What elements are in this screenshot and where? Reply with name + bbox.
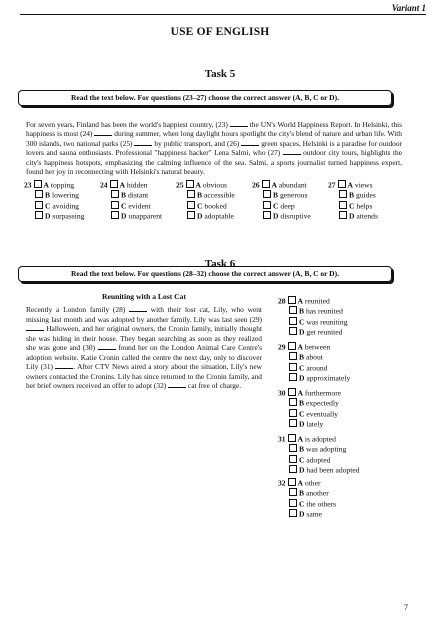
answer-checkbox[interactable] [339, 201, 347, 209]
blank-31[interactable] [55, 362, 73, 369]
option-27-c[interactable] [328, 201, 378, 211]
option-letter: B [197, 190, 203, 200]
option-30-a[interactable] [278, 388, 341, 398]
task6-title: Task 6 [204, 258, 236, 270]
option-29-c[interactable] [278, 363, 350, 373]
answer-checkbox[interactable] [288, 296, 296, 304]
answer-checkbox[interactable] [289, 419, 297, 427]
option-letter: C [299, 409, 305, 419]
page-number: 7 [404, 603, 408, 612]
blank-25[interactable] [134, 139, 152, 146]
option-24-d[interactable] [100, 211, 162, 221]
variant-label: Variant 1 [391, 3, 426, 13]
option-letter: D [299, 419, 305, 429]
option-letter: C [299, 455, 305, 465]
option-letter: D [299, 373, 305, 383]
task5-title: Task 5 [204, 68, 236, 80]
question-number: 32 [278, 478, 286, 488]
option-30-b[interactable] [278, 398, 341, 408]
option-letter: D [197, 211, 203, 221]
question-number: 25 [176, 180, 184, 190]
option-text: the others [306, 499, 337, 509]
blank-24[interactable] [94, 129, 112, 136]
option-letter: A [43, 180, 49, 190]
option-text: generous [279, 190, 308, 200]
option-text: was reuniting [306, 317, 348, 327]
question-29 [278, 342, 350, 383]
answer-checkbox[interactable] [288, 478, 296, 486]
answer-checkbox[interactable] [289, 327, 297, 335]
blank-30[interactable] [98, 343, 116, 350]
option-letter: B [273, 190, 279, 200]
option-letter: D [299, 465, 305, 475]
question-26 [252, 180, 311, 221]
option-27-a[interactable] [328, 180, 378, 190]
option-letter: A [347, 180, 353, 190]
option-letter: C [299, 499, 305, 509]
option-text: deep [280, 201, 295, 211]
option-letter: B [299, 488, 305, 498]
section-title: USE OF ENGLISH [170, 26, 270, 38]
option-32-b[interactable] [278, 488, 336, 498]
answer-checkbox[interactable] [35, 190, 43, 198]
option-text: avoiding [52, 201, 79, 211]
answer-checkbox[interactable] [187, 211, 195, 219]
answer-checkbox[interactable] [289, 317, 297, 325]
option-text: had been adopted [306, 465, 360, 475]
question-number: 27 [328, 180, 336, 190]
question-31 [278, 434, 360, 475]
question-number: 31 [278, 434, 286, 444]
option-25-b[interactable] [176, 190, 235, 200]
option-26-c[interactable] [252, 201, 311, 211]
option-letter: D [299, 509, 305, 519]
blank-26[interactable] [241, 139, 259, 146]
option-25-a[interactable] [176, 180, 235, 190]
option-31-c[interactable] [278, 455, 360, 465]
story-title: Reuniting with a Lost Cat [102, 292, 186, 301]
option-30-c[interactable] [278, 409, 341, 419]
answer-checkbox[interactable] [111, 211, 119, 219]
answer-checkbox[interactable] [288, 388, 296, 396]
option-text: guides [355, 190, 376, 200]
blank-27[interactable] [283, 148, 301, 155]
option-text: get reunited [306, 327, 343, 337]
blank-23[interactable] [230, 120, 248, 127]
option-letter: D [349, 211, 355, 221]
option-23-c[interactable] [24, 201, 84, 211]
answer-checkbox[interactable] [289, 373, 297, 381]
option-text: between [304, 342, 331, 352]
question-number: 28 [278, 296, 286, 306]
option-28-c[interactable] [278, 317, 348, 327]
option-text: lately [306, 419, 324, 429]
question-number: 23 [24, 180, 32, 190]
option-letter: B [349, 190, 355, 200]
option-text: is adopted [304, 434, 336, 444]
option-text: accessible [203, 190, 235, 200]
answer-checkbox[interactable] [289, 455, 297, 463]
option-31-b[interactable] [278, 444, 360, 454]
task5-instruction: Read the text below. For questions (23–27) choose the correct answer (A, B, C or D). [18, 90, 392, 106]
option-27-b[interactable] [328, 190, 378, 200]
option-letter: C [121, 201, 127, 211]
option-letter: B [299, 306, 305, 316]
option-letter: D [299, 327, 305, 337]
option-text: topping [50, 180, 75, 190]
option-letter: A [271, 180, 277, 190]
option-29-d[interactable] [278, 373, 350, 383]
option-25-c[interactable] [176, 201, 235, 211]
option-31-a[interactable] [278, 434, 360, 444]
blank-32[interactable] [168, 381, 186, 388]
option-28-d[interactable] [278, 327, 348, 337]
question-number: 26 [252, 180, 260, 190]
option-29-a[interactable] [278, 342, 350, 352]
answer-checkbox[interactable] [263, 201, 271, 209]
answer-checkbox[interactable] [289, 398, 297, 406]
answer-checkbox[interactable] [187, 190, 195, 198]
question-32 [278, 478, 336, 519]
option-letter: C [45, 201, 51, 211]
blank-28[interactable] [129, 305, 147, 312]
option-26-b[interactable] [252, 190, 311, 200]
option-letter: D [121, 211, 127, 221]
question-27 [328, 180, 378, 221]
answer-checkbox[interactable] [289, 488, 297, 496]
option-text: obvious [202, 180, 227, 190]
option-32-c[interactable] [278, 499, 336, 509]
answer-checkbox[interactable] [289, 352, 297, 360]
question-number: 30 [278, 388, 286, 398]
question-30 [278, 388, 341, 429]
option-29-b[interactable] [278, 352, 350, 362]
answer-checkbox[interactable] [187, 201, 195, 209]
option-text: views [354, 180, 373, 190]
task6-text: Recently a London family (28) with their lost cat, Lily, who went missing last month and was adopted by another family. Lily was last seen (29) Halloween, and her original owners, the Cronin family, initially thought she was hiding in their house. They began searching as soon as they realized she was gone and (30) found her on the London Animal Care Centre's adoption website. Katie Cronin called the centre the next day, only to discover Lily (31) . After CTV News aired a story about the situation, Lily's new owners contacted the Cronins. Lily has since returned to the Cronin family, and her brief owners received an offer to adopt (32) cat free of charge. [26, 305, 262, 391]
option-23-a[interactable] [24, 180, 84, 190]
option-text: was adopting [305, 444, 347, 454]
option-text: lowering [51, 190, 79, 200]
option-letter: B [121, 190, 127, 200]
option-letter: C [299, 317, 305, 327]
option-text: another [305, 488, 329, 498]
option-letter: B [299, 444, 305, 454]
question-number: 24 [100, 180, 108, 190]
option-letter: D [273, 211, 279, 221]
option-26-a[interactable] [252, 180, 311, 190]
option-30-d[interactable] [278, 419, 341, 429]
option-24-b[interactable] [100, 190, 162, 200]
option-letter: A [297, 296, 303, 306]
question-28 [278, 296, 348, 337]
option-23-d[interactable] [24, 211, 84, 221]
answer-checkbox[interactable] [338, 180, 346, 188]
option-text: furthermore [304, 388, 342, 398]
answer-checkbox[interactable] [34, 180, 42, 188]
answer-checkbox[interactable] [289, 444, 297, 452]
answer-checkbox[interactable] [262, 180, 270, 188]
answer-checkbox[interactable] [35, 201, 43, 209]
option-text: eventually [306, 409, 339, 419]
option-letter: A [297, 342, 303, 352]
option-text: disruptive [280, 211, 311, 221]
option-text: abundant [278, 180, 307, 190]
option-24-c[interactable] [100, 201, 162, 211]
blank-29[interactable] [26, 324, 44, 331]
option-text: has reunited [305, 306, 343, 316]
header-rule [20, 14, 426, 15]
answer-checkbox[interactable] [263, 211, 271, 219]
answer-checkbox[interactable] [288, 342, 296, 350]
question-25 [176, 180, 235, 221]
answer-checkbox[interactable] [111, 201, 119, 209]
option-25-d[interactable] [176, 211, 235, 221]
option-letter: D [45, 211, 51, 221]
answer-checkbox[interactable] [289, 465, 297, 473]
option-text: distant [127, 190, 149, 200]
option-text: approximately [306, 373, 351, 383]
answer-checkbox[interactable] [289, 499, 297, 507]
answer-checkbox[interactable] [339, 211, 347, 219]
option-letter: A [297, 434, 303, 444]
answer-checkbox[interactable] [289, 409, 297, 417]
option-letter: B [45, 190, 51, 200]
task6-instruction: Read the text below. For questions (28–32) choose the correct answer (A, B, C or D). [18, 266, 392, 282]
answer-checkbox[interactable] [339, 190, 347, 198]
option-text: attends [356, 211, 378, 221]
option-text: unapparent [128, 211, 163, 221]
answer-checkbox[interactable] [35, 211, 43, 219]
answer-checkbox[interactable] [186, 180, 194, 188]
option-letter: A [195, 180, 201, 190]
question-number: 29 [278, 342, 286, 352]
answer-checkbox[interactable] [289, 363, 297, 371]
option-text: around [306, 363, 328, 373]
option-28-b[interactable] [278, 306, 348, 316]
task5-text: For seven years, Finland has been the world's happiest country, (23) the UN's World Happiness Report. In Helsinki, this happiness is most (24) during summer, when long daylight hours spotlight the city's blend of nature and urban life. With 300 islands, two national parks (25) by public transport, and (26) green spaces, Helsinki is a paradise for outdoor lovers and sauna enthusiasts. Professional "happiness hacker" Lena Salmi, who (27) outdoor city tours, highlights the city's happiness hotspots, emphasizing the calming influence of the sea. Salmi, a sports journalist turned happiness expert, found her joy in reconnecting with Helsinki's natural beauty. [26, 120, 402, 177]
option-27-d[interactable] [328, 211, 378, 221]
option-26-d[interactable] [252, 211, 311, 221]
question-24 [100, 180, 162, 221]
option-31-d[interactable] [278, 465, 360, 475]
option-28-a[interactable] [278, 296, 348, 306]
option-32-d[interactable] [278, 509, 336, 519]
option-text: evident [128, 201, 151, 211]
question-23 [24, 180, 84, 221]
answer-checkbox[interactable] [289, 509, 297, 517]
option-letter: A [297, 388, 303, 398]
answer-checkbox[interactable] [110, 180, 118, 188]
option-24-a[interactable] [100, 180, 162, 190]
answer-checkbox[interactable] [111, 190, 119, 198]
answer-checkbox[interactable] [263, 190, 271, 198]
option-32-a[interactable] [278, 478, 336, 488]
option-letter: B [299, 398, 305, 408]
option-letter: C [349, 201, 355, 211]
option-text: other [304, 478, 321, 488]
option-text: helps [356, 201, 373, 211]
option-letter: C [273, 201, 279, 211]
answer-checkbox[interactable] [288, 434, 296, 442]
option-text: expectedly [305, 398, 339, 408]
option-text: about [305, 352, 323, 362]
option-text: surpassing [52, 211, 85, 221]
option-text: same [306, 509, 322, 519]
option-letter: A [119, 180, 125, 190]
answer-checkbox[interactable] [289, 306, 297, 314]
option-text: hidden [126, 180, 148, 190]
option-letter: C [299, 363, 305, 373]
option-letter: B [299, 352, 305, 362]
option-text: adopted [306, 455, 331, 465]
option-letter: A [297, 478, 303, 488]
option-letter: C [197, 201, 203, 211]
option-text: booked [204, 201, 227, 211]
option-23-b[interactable] [24, 190, 84, 200]
option-text: reunited [304, 296, 330, 306]
option-text: adoptable [204, 211, 234, 221]
